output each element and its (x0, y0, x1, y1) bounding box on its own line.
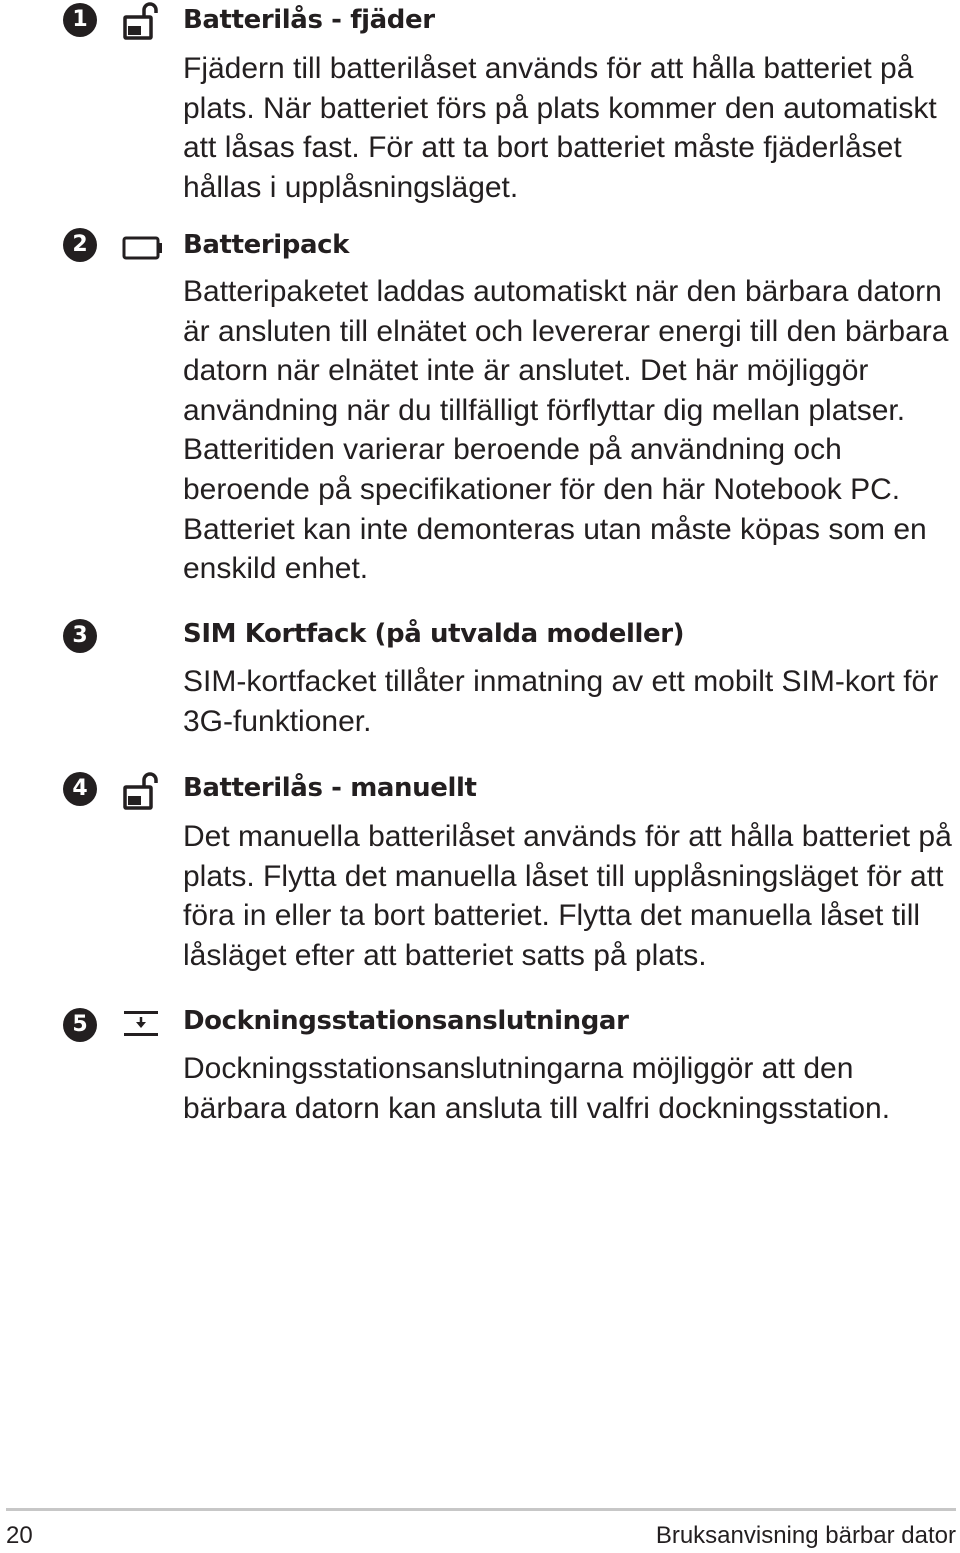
section-description: SIM-kortfacket tillåter inmatning av ett mobilt SIM-kort för 3G-funktioner. (183, 665, 939, 738)
section-title: Batteripack (183, 230, 350, 260)
unlock-icon (122, 770, 162, 810)
page-number: 20 (6, 1522, 33, 1549)
footer-divider (6, 1508, 956, 1511)
section-title: Batterilås - fjäder (183, 5, 435, 35)
section-description: Fjädern till batterilåset används för att hålla batteriet på plats. När batteriet förs på plats kommer den automatiskt att låsas fast. För att ta bort batteriet måste fjäderlåset hållas i upplåsningsläget. (183, 52, 937, 204)
number-badge: 2 (63, 228, 97, 262)
section-title: Batterilås - manuellt (183, 773, 477, 803)
section-description: Det manuella batterilåset används för att hålla batteriet på plats. Flytta det manuella låset till upplåsningsläget för att föra in eller ta bort batteriet. Flytta det manuella låset till låsläget efter att batteriet satts på plats. (183, 820, 952, 972)
manual-title: Bruksanvisning bärbar dator (655, 1522, 956, 1549)
docking-icon (122, 1004, 162, 1044)
battery-icon (122, 228, 162, 268)
section-title: SIM Kortfack (på utvalda modeller) (183, 619, 685, 649)
unlock-icon (122, 0, 162, 40)
section-description: Batteripaketet laddas automatiskt när den bärbara datorn är ansluten till elnätet och levererar energi till den bärbara datorn när elnätet inte är anslutet. Det här möjliggör användning när du tillfälligt förflyttar dig mellan platser. Batteritiden varierar beroende på användning och beroende på specifikationer för den här Notebook PC. Batteriet kan inte demonteras utan måste köpas som en enskild enhet. (183, 275, 949, 586)
number-badge: 5 (63, 1008, 97, 1042)
number-badge: 3 (63, 619, 97, 653)
section-description: Dockningsstationsanslutningarna möjliggör att den bärbara datorn kan ansluta till valfri dockningsstation. (183, 1052, 891, 1125)
section-title: Dockningsstationsanslutningar (183, 1006, 629, 1036)
number-badge: 1 (63, 3, 97, 37)
number-badge: 4 (63, 772, 97, 806)
